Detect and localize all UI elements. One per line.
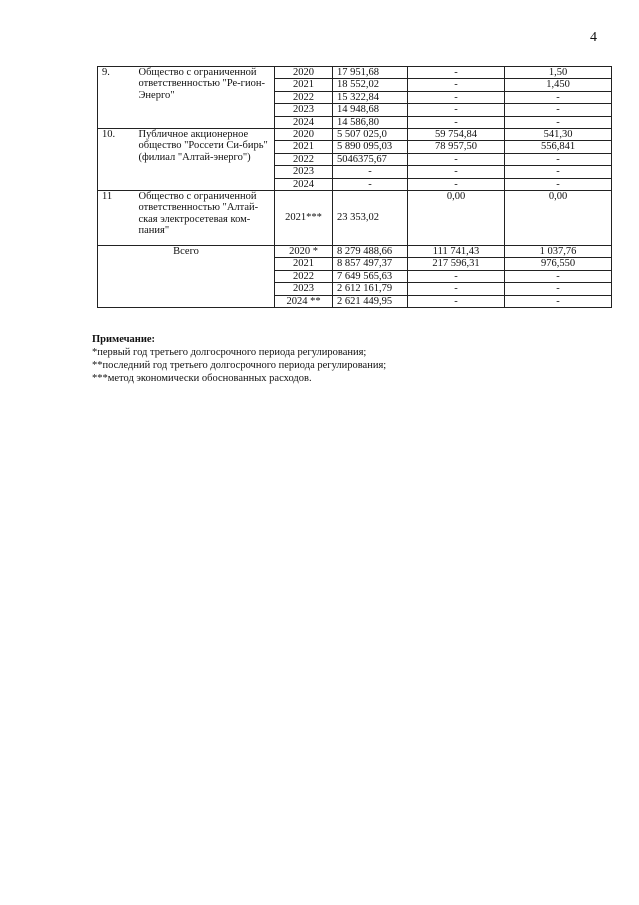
value-cell: 7 649 565,63 — [333, 270, 408, 282]
value-cell: 2 621 449,95 — [333, 295, 408, 307]
value-cell: - — [505, 166, 612, 178]
organization-name: Публичное акционерное общество "Россети Си-бирь" (филиал "Алтай-энерго") — [135, 129, 275, 191]
value-cell: - — [408, 166, 505, 178]
table-row — [98, 191, 612, 246]
value-cell: 8 279 488,66 — [333, 246, 408, 258]
row-number: 9. — [98, 67, 135, 129]
value-cell: - — [505, 270, 612, 282]
table-row — [98, 246, 612, 258]
value-cell: 8 857 497,37 — [333, 258, 408, 270]
value-cell: - — [333, 166, 408, 178]
year-cell: 2024 — [275, 178, 333, 190]
value-cell: 976,550 — [505, 258, 612, 270]
value-cell: - — [505, 178, 612, 190]
year-cell: 2024 — [275, 116, 333, 128]
value-cell: - — [408, 153, 505, 165]
value-cell: 17 951,68 — [333, 67, 408, 79]
footnotes-title: Примечание: — [92, 334, 156, 345]
value-cell: 111 741,43 — [408, 246, 505, 258]
year-cell: 2022 — [275, 153, 333, 165]
value-cell: - — [408, 283, 505, 295]
value-cell: - — [408, 270, 505, 282]
value-cell: - — [505, 295, 612, 307]
value-cell: 78 957,50 — [408, 141, 505, 153]
value-cell: 0,00 — [408, 191, 505, 246]
value-cell: - — [505, 116, 612, 128]
year-cell: 2021 — [275, 141, 333, 153]
row-number: 11 — [98, 191, 135, 246]
value-cell: 217 596,31 — [408, 258, 505, 270]
footnotes — [92, 333, 386, 385]
value-cell: 14 586,80 — [333, 116, 408, 128]
value-cell: - — [408, 67, 505, 79]
table-row — [98, 67, 612, 79]
value-cell: - — [408, 116, 505, 128]
value-cell: - — [408, 79, 505, 91]
year-cell: 2020 * — [275, 246, 333, 258]
organization-name: Общество с ограниченной ответственностью "Алтай-ская электросетевая ком-пания" — [135, 191, 275, 246]
year-cell: 2023 — [275, 104, 333, 116]
value-cell: 23 353,02 — [333, 191, 408, 246]
value-cell: 15 322,84 — [333, 91, 408, 103]
value-cell: 14 948,68 — [333, 104, 408, 116]
value-cell: - — [408, 104, 505, 116]
value-cell: 556,841 — [505, 141, 612, 153]
year-cell: 2023 — [275, 166, 333, 178]
year-cell: 2022 — [275, 91, 333, 103]
year-cell: 2024 ** — [275, 295, 333, 307]
value-cell: - — [408, 91, 505, 103]
year-cell: 2021 — [275, 79, 333, 91]
value-cell: 18 552,02 — [333, 79, 408, 91]
row-number: 10. — [98, 129, 135, 191]
year-cell: 2020 — [275, 129, 333, 141]
value-cell: 0,00 — [505, 191, 612, 246]
value-cell: 1,450 — [505, 79, 612, 91]
footnote-line: *первый год третьего долгосрочного периода регулирования; — [92, 347, 367, 358]
year-cell: 2021 — [275, 258, 333, 270]
year-cell: 2021*** — [275, 191, 333, 246]
year-cell: 2023 — [275, 283, 333, 295]
value-cell: - — [505, 283, 612, 295]
value-cell: - — [505, 153, 612, 165]
page-number: 4 — [590, 30, 597, 45]
value-cell: 5 507 025,0 — [333, 129, 408, 141]
footnote-line: ***метод экономически обоснованных расходов. — [92, 373, 312, 384]
table-row — [98, 129, 612, 141]
footnote-line: **последний год третьего долгосрочного периода регулирования; — [92, 360, 387, 371]
value-cell: 1 037,76 — [505, 246, 612, 258]
value-cell: - — [408, 178, 505, 190]
value-cell: 5046375,67 — [333, 153, 408, 165]
value-cell: - — [505, 104, 612, 116]
value-cell: 1,50 — [505, 67, 612, 79]
total-label: Всего — [98, 246, 275, 308]
value-cell: 59 754,84 — [408, 129, 505, 141]
year-cell: 2022 — [275, 270, 333, 282]
year-cell: 2020 — [275, 67, 333, 79]
organization-name: Общество с ограниченной ответственностью "Ре-гион-Энерго" — [135, 67, 275, 129]
value-cell: - — [333, 178, 408, 190]
tariff-table — [97, 66, 612, 308]
value-cell: - — [505, 91, 612, 103]
value-cell: 5 890 095,03 — [333, 141, 408, 153]
value-cell: 541,30 — [505, 129, 612, 141]
value-cell: - — [408, 295, 505, 307]
value-cell: 2 612 161,79 — [333, 283, 408, 295]
